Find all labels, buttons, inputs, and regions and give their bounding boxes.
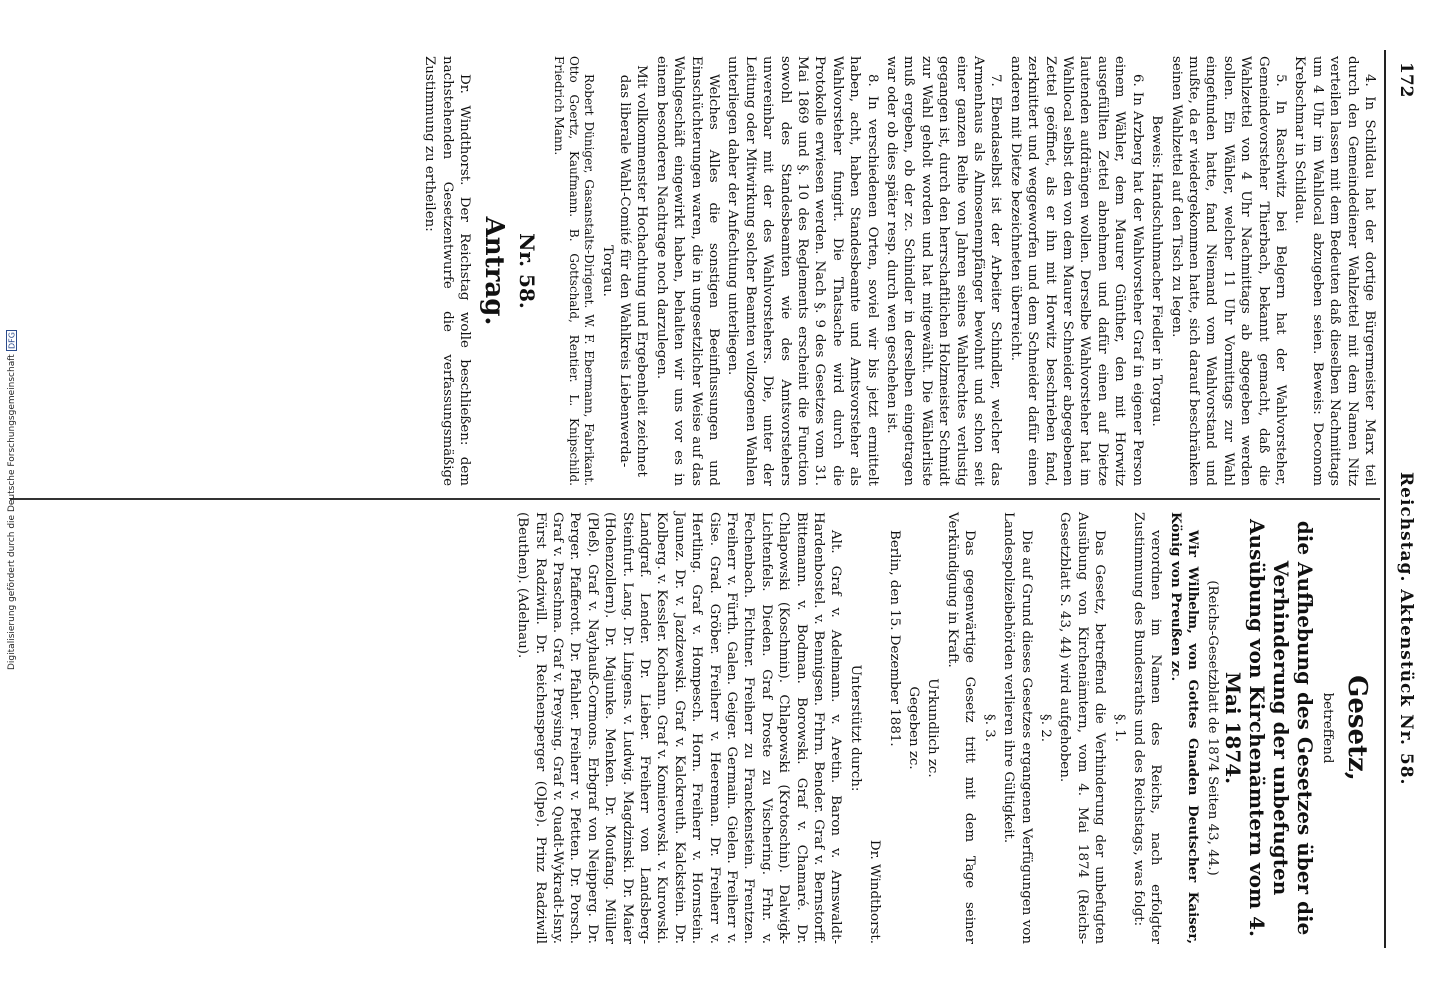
- law-title: die Aufhebung des Gesetzes über die Verhinderung der unbefugten Ausübung von Kirchenämtern vom 4. Mai 1874.: [1220, 519, 1317, 937]
- section-1-heading: §. 1.: [1111, 714, 1127, 742]
- left-column: [419, 56, 1378, 486]
- supporters-list: Alt. Graf v. Adelmann. v. Aretin. Baron v. Arnswaldt-Hardenbostel. v. Bennigsen. Frhrn. Bender. Graf v. Bernstorff. Bittemann. v. Bodman. Borowski. Graf v. Chamaré. Dr. Chlapowski (Koschmin). Chlapowski (Krotoschin). Dalwigk-Lichtenfels. Dieden. Graf Droste zu Vischering. Frhr. v. Fechenbach. Fichtner. Freiherr zu Franckenstein. Frentzen. Freiherr v. Fürth. Galen. Geiger. Germain. Gielen. Freiherr v. Gise. Grad. Gröber. Freiherr v. Heereman. Dr. Freiherr v. Hertling. Graf v. Hompesch. Horn. Freiherr v. Hornstein. Jaunez. Dr. v. Jazdzewski. Graf v. Kalckreuth. Kalckstein. Dr. Kolberg. v. Kessler. Kochann. Graf v. Komierowski. v. Kurowski. Landgraf. Lender. Dr. Lieber. Freiherr von Landsberg-Steinfurt. Lang. Dr. Lingens. v. Ludwig. Magdzinski. Dr. Maier (Hohenzollern). Dr. Majunke. Menken. Dr. Moufang. Müller (Pleß). Graf v. Nayhauß-Cormons. Erbgraf von Neipperg. Dr. Perger. Pfafferott. Dr. Pfahler. Freiherr v. Pfetten. Dr. Porsch. Graf v. Praschma. Graf v. Preysing. Graf v. Quadt-Wykradt-Isny. Fürst Radziwill. Dr. Reichensperger (Olpe). Prinz Radziwill (Beuthen). (Adelnau).: [515, 512, 844, 944]
- complaint-7: 7. Ebendaselbst ist der Arbeiter Schindler, welcher das Armenhaus als Almosenempfänger bewohnt und schon seit einer ganzen Reihe von Jahren seines Wahlrechtes verlustig gegangen ist, durch den herrschaftlichen Holzmeister Schmidt zur Wahl geholt worden und hat mitgewählt. Die Wählerliste muß ergeben, ob der zc. Schindler in derselben eingetragen war oder ob dies später resp. durch wen geschehen ist.: [884, 56, 1004, 486]
- document-number: Nr. 58.: [515, 233, 540, 309]
- section-2-heading: §. 2.: [1037, 714, 1053, 742]
- digitization-credit: Digitalisierung gefördert durch die Deutsche Forschungsgemeinschaft: [7, 354, 17, 671]
- complaint-8: 8. In verschiedenen Orten, soviel wir bis jetzt ermittelt haben, acht, haben Standesbeamte und Amtsvorsteher als Wahlvorsteher fungirt. Die Thatsache wird durch die Protokolle erwiesen werden. Nach §. 9 des Gesetzes vom 31. Mai 1869 und §. 10 des Reglements erscheint die Function sowohl des Standesbeamten wie des Amtsvorstehers unvereinbar mit der des Wahlvorstehers. Die, unter der Leitung oder Mitwirkung solcher Beamten vollzogenen Wahlen unterliegen daher der Anfechtung unterliegen.: [725, 56, 880, 486]
- section-3-text: Das gegenwärtige Gesetz tritt mit dem Tage seiner Verkündigung in Kraft.: [944, 512, 978, 944]
- date-line: Berlin, den 15. Dezember 1881.: [886, 530, 902, 747]
- section-3-heading: §. 3.: [981, 714, 997, 742]
- header-rule: [1384, 50, 1386, 948]
- section-2-text: Die auf Grund dieses Gesetzes ergangenen Verfügungen von Landespolizeibehörden verlieren ihre Gültigkeit.: [1001, 512, 1034, 944]
- column-divider: [10, 498, 1380, 500]
- enacting-clause: verordnen im Namen des Reichs, nach erfolgter Zustimmung des Bundesraths und des Reichstags, was folgt:: [1130, 512, 1164, 944]
- law-reference: (Reichs-Gesetzblatt de 1874 Seiten 43, 44.): [1204, 580, 1220, 876]
- section-1-text: Das Gesetz, betreffend die Verhinderung der unbefugten Ausübung von Kirchenämtern, vom 4. Mai 1874 (Reichs-Gesetzblatt S. 43, 44) wird aufgehoben.: [1057, 512, 1108, 944]
- evidence-note: Beweis: Handschuhmacher Fiedler in Torgau.: [1149, 115, 1165, 427]
- emperor-formula: Wir Wilhelm, von Gottes Gnaden Deutscher Kaiser, König von Preußen zc.: [1167, 512, 1202, 944]
- dfg-logo-icon: DFG: [7, 331, 17, 349]
- antrag-heading: Antrag.: [479, 216, 510, 326]
- digitization-footer: [0, 0, 24, 1000]
- urkundlich: Urkundlich zc.: [925, 678, 941, 778]
- betreffend-label: betreffend: [1320, 692, 1335, 764]
- complaint-6: 6. In Arzberg hat der Wahlvorsteher Graf in eigener Person einem Wähler, dem Maurer Günther, den mit Horwitz ausgefüllten Zettel abnehmen und dafür einen auf Dietze lautenden aufdrängen wollen. Derselbe Wahlvorsteher hat im Wahllocal selbst den von dem Maurer Schneider abgegebenen Zettel geöffnet, als er ihn mit Horwitz beschrieben fand, zerknittert und weggeworfen und dem Schneider dafür einen anderen mit Dietze bezeichneten überreicht.: [1007, 56, 1145, 486]
- complaint-4: 4. In Schildau hat der dortige Bürgermeister Marx teil durch den Gemeindediener Wahlzettel mit dem Namen Nitz verteilen lassen mit dem Bedeuten daß dieselben Nachmittags um 4 Uhr im Wahllocal abzugeben seien. Beweis: Deconom Krebschmar in Schildau.: [1292, 56, 1377, 486]
- author-signature: Dr. Windthorst.: [867, 839, 883, 944]
- page-number: 172: [1396, 62, 1416, 98]
- reservation-paragraph: Welches Alles die sonstigen Beeinflussungen und Einschüchterungen waren, die in ungesetzlicher Weise auf das Wahlgeschäft eingewirkt haben, behalten wir uns vor es in einem besonderen Nachtrage noch darzulegen.: [653, 56, 721, 486]
- gegeben: Gegeben zc.: [906, 686, 922, 770]
- closing-formula: Mit vollkommenster Hochachtung und Ergebenheit zeichnet das liberale Wahl-Comité für den Wahlkreis Liebenwerda-Torgau.: [599, 65, 650, 477]
- signatories: Robert Düniger, Gasanstalts-Dirigent. W. F. Ebermann, Fabrikant. Otto Goertz, Kaufmann. B. Gottschald, Rentier. L. Knipschild. Friedrich Mann.: [552, 56, 597, 486]
- running-header: [1390, 62, 1424, 948]
- running-title: Reichstag. Aktenstück Nr. 58.: [1396, 472, 1416, 786]
- right-column: [512, 512, 1378, 944]
- supported-by-label: Unterstützt durch:: [847, 664, 863, 792]
- complaint-5: 5. In Raschwitz bei Belgern hat der Wahlvorsteher, Gemeindevorsteher Thierbach, bekannt gemacht, daß die Wahlzettel von 4 Uhr Nachmittags ab abgegeben werden sollen. Ein Wähler, welcher 11 Uhr Vormittags zur Wahl eingefunden hatte, fand Niemand vom Wahlvorstand und mußte, da er wiedergekommen hatte, sich darauf beschränken seinen Wahlzettel auf den Tisch zu legen.: [1168, 56, 1288, 486]
- gesetz-heading: Gesetz,: [1342, 675, 1372, 781]
- motion-text: Dr. Windthorst. Der Reichstag wolle beschließen: dem nachstehenden Gesetzentwurfe die verfassungsmäßige Zustimmung zu ertheilen:: [422, 56, 473, 486]
